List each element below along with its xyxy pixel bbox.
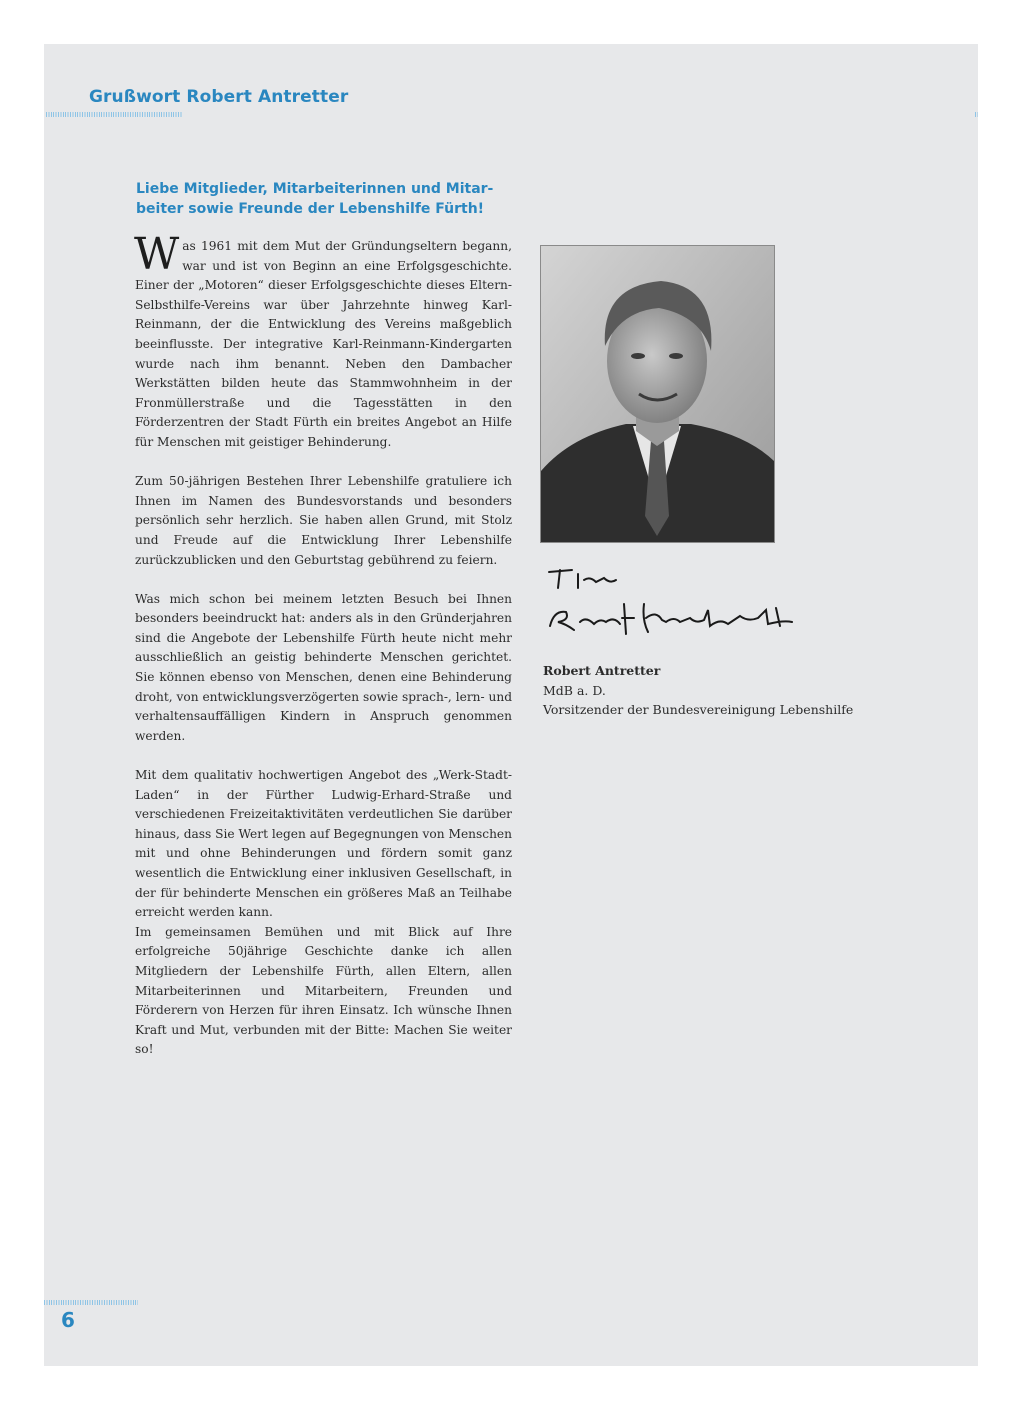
portrait-photo: [540, 245, 775, 543]
header-dot-rule-right: [975, 112, 978, 117]
header-title: Grußwort Robert Antretter: [89, 87, 349, 107]
drop-cap: W: [134, 229, 180, 280]
portrait-photo-icon: [541, 246, 774, 542]
caption-name: Robert Antretter: [543, 663, 661, 678]
paragraph-5: Im gemeinsamen Bemühen und mit Blick auf Ihre erfolgreiche 50jährige Geschichte danke ich allen Mitgliedern der Lebenshilfe Fürth, allen Eltern, allen Mitarbeiterinnen und Mitarbeitern, Freunden und Förderern von Herzen für ihren Einsatz. Ich wünsche Ihnen Kraft und Mut, verbunden mit der Bitte: Machen Sie weiter so!: [135, 924, 512, 1057]
signature-icon: [544, 564, 824, 639]
caption-title-2: Vorsitzender der Bundesvereinigung Lebenshilfe: [543, 702, 854, 717]
caption-title-1: MdB a. D.: [543, 682, 606, 698]
paragraph-4: Mit dem qualitativ hochwertigen Angebot des „Werk-Stadt-Laden“ in der Fürther Ludwig-Erhard-Straße und verschiedenen Freizeitaktivitäten verdeutlichen Sie darüber hinaus, dass Sie Wert legen auf Begegnungen von Menschen mit und ohne Behinderungen und fördern somit ganz wesentlich die Entwicklung einer inklusiven Gesellschaft, in der für behinderte Menschen ein größeres Maß an Teilhabe erreicht werden kann.: [135, 768, 512, 920]
paragraph-1: [134, 229, 512, 453]
paragraph-3: Was mich schon bei meinem letzten Besuch bei Ihnen besonders beeindruckt hat: anders als in den Gründerjahren sind die Angebote der Lebenshilfe Fürth heute nicht mehr ausschließlich an geistig behinderte Menschen gerichtet. Sie können ebenso von Menschen, denen eine Behinderung droht, von entwicklungsverzögerten sowie sprach-, lern- und verhaltensauffälligen Kindern in Anspruch genommen werden.: [135, 591, 512, 743]
page: [44, 44, 978, 1366]
letter-headline: Liebe Mitglieder, Mitarbeiterinnen und Mitar- beiter sowie Freunde der Lebenshilfe Fürth!: [136, 181, 494, 217]
footer-dot-rule: [44, 1300, 138, 1305]
page-number: 6: [61, 1308, 75, 1332]
header-dot-rule: [46, 112, 182, 117]
letter-body: [134, 229, 512, 1080]
signature-caption: [543, 661, 923, 720]
paragraph-2: Zum 50-jährigen Bestehen Ihrer Lebenshilfe gratuliere ich Ihnen im Namen des Bundesvorstands und besonders persönlich sehr herzlich. Sie haben allen Grund, mit Stolz und Freude auf die Entwicklung Ihrer Lebenshilfe zurückzublicken und den Geburtstag gebührend zu feiern.: [135, 474, 512, 567]
handwritten-signature: [544, 564, 824, 639]
paragraph-1-text: as 1961 mit dem Mut der Gründungseltern begann, war und ist von Beginn an eine Erfolgsgeschichte. Einer der „Motoren“ dieser Erfolgsgeschichte dieses Eltern-Selbsthilfe-Vereins war über Jahrzehnte hinweg Karl-Reinmann, der die Entwicklung des Vereins maßgeblich beeinflusste. Der integrative Karl-Reinmann-Kindergarten wurde nach ihm benannt. Neben den Dambacher Werkstätten bilden heute das Stammwohnheim in der Fronmüllerstraße und die Tagesstätten in den Förderzentren der Stadt Fürth ein breites Angebot an Hilfe für Menschen mit geistiger Behinderung.: [135, 239, 512, 449]
